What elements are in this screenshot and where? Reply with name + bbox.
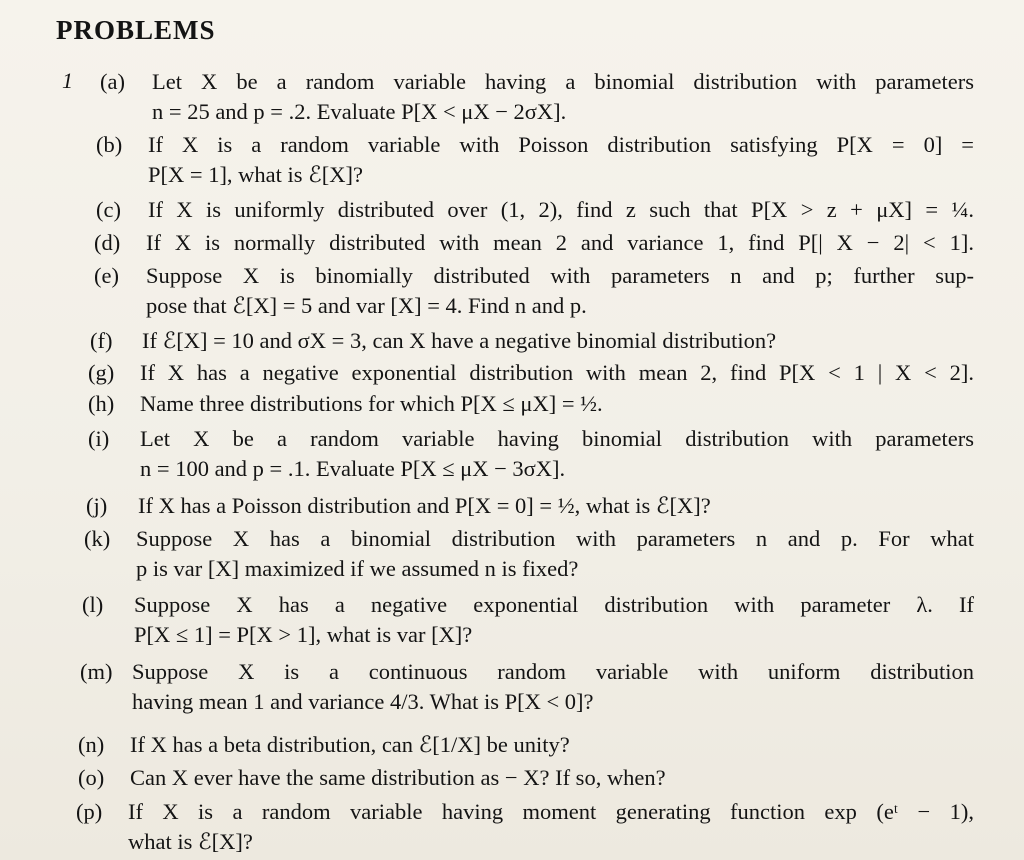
item-text-line-2: pose that ℰ[X] = 5 and var [X] = 4. Find n and p. [146,293,587,318]
problem-item-b [96,130,974,190]
item-text-line-2: p is var [X] maximized if we assumed n is fixed? [136,556,579,581]
item-label: (o) [78,765,105,790]
item-label: (g) [88,360,115,385]
item-text-line-2: having mean 1 and variance 4/3. What is P[X < 0]? [132,689,594,714]
problem-item-n [78,730,974,760]
item-text-line-1: Can X ever have the same distribution as − X? If so, when? [130,765,666,790]
item-text-line-2: P[X = 1], what is ℰ[X]? [148,162,364,187]
item-text-line-1: Let X be a random variable having a binomial distribution with parameters [152,69,974,94]
item-label: (a) [100,69,125,94]
problem-item-c [96,195,974,225]
problem-item-i [88,424,974,484]
item-text-line-2: n = 25 and p = .2. Evaluate P[X < μX − 2σX]. [152,99,567,124]
item-text-line-1: Suppose X has a binomial distribution with parameters n and p. For what [136,526,974,551]
problem-item-l [82,590,974,650]
item-label: (m) [80,659,113,684]
problem-number: 1 [62,68,73,93]
item-text-line-1: If X is a random variable with Poisson distribution satisfying P[X = 0] = [148,132,974,157]
item-label: (k) [84,526,111,551]
problem-item-k [84,524,974,584]
problem-item-m [80,657,974,717]
page-heading: PROBLEMS [56,15,216,45]
item-label: (d) [94,230,121,255]
item-label: (b) [96,132,123,157]
item-text-line-1: Name three distributions for which P[X ≤ μX] = ½. [140,391,603,416]
item-label: (h) [88,391,115,416]
item-label: (e) [94,263,119,288]
item-label: (j) [86,493,108,518]
problem-item-d [94,228,974,258]
item-label: (f) [90,328,113,353]
item-text-line-1: If X has a beta distribution, can ℰ[1/X] be unity? [130,732,570,757]
item-label: (n) [78,732,105,757]
problem-item-e [94,261,974,321]
item-text-line-1: Suppose X has a negative exponential distribution with parameter λ. If [134,592,974,617]
item-text-line-1: If X has a negative exponential distribution with mean 2, find P[X < 1 | X < 2]. [140,360,974,385]
problem-item-p [76,797,974,857]
item-label: (c) [96,197,121,222]
problem-item-j [86,491,974,521]
problem-item-h [88,389,974,419]
problem-item-f [90,326,974,356]
item-label: (p) [76,799,103,824]
problem-item-o [78,763,974,793]
item-text-line-1: If X is uniformly distributed over (1, 2), find z such that P[X > z + μX] = ¼. [148,197,974,222]
item-text-line-1: Suppose X is a continuous random variable with uniform distribution [132,659,974,684]
item-text-line-1: If ℰ[X] = 10 and σX = 3, can X have a negative binomial distribution? [142,328,777,353]
item-label: (l) [82,592,104,617]
item-text-line-1: Suppose X is binomially distributed with parameters n and p; further sup- [146,263,974,288]
problem-item-a [100,67,974,127]
item-text-line-1: If X has a Poisson distribution and P[X = 0] = ½, what is ℰ[X]? [138,493,711,518]
problem-item-g [88,358,974,388]
item-label: (i) [88,426,110,451]
item-text-line-1: If X is a random variable having moment generating function exp (eᵗ − 1), [128,799,974,824]
item-text-line-2: P[X ≤ 1] = P[X > 1], what is var [X]? [134,622,473,647]
item-text-line-2: what is ℰ[X]? [128,829,253,854]
item-text-line-1: If X is normally distributed with mean 2 and variance 1, find P[| X − 2| < 1]. [146,230,974,255]
item-text-line-1: Let X be a random variable having binomial distribution with parameters [140,426,974,451]
item-text-line-2: n = 100 and p = .1. Evaluate P[X ≤ μX − 3σX]. [140,456,566,481]
